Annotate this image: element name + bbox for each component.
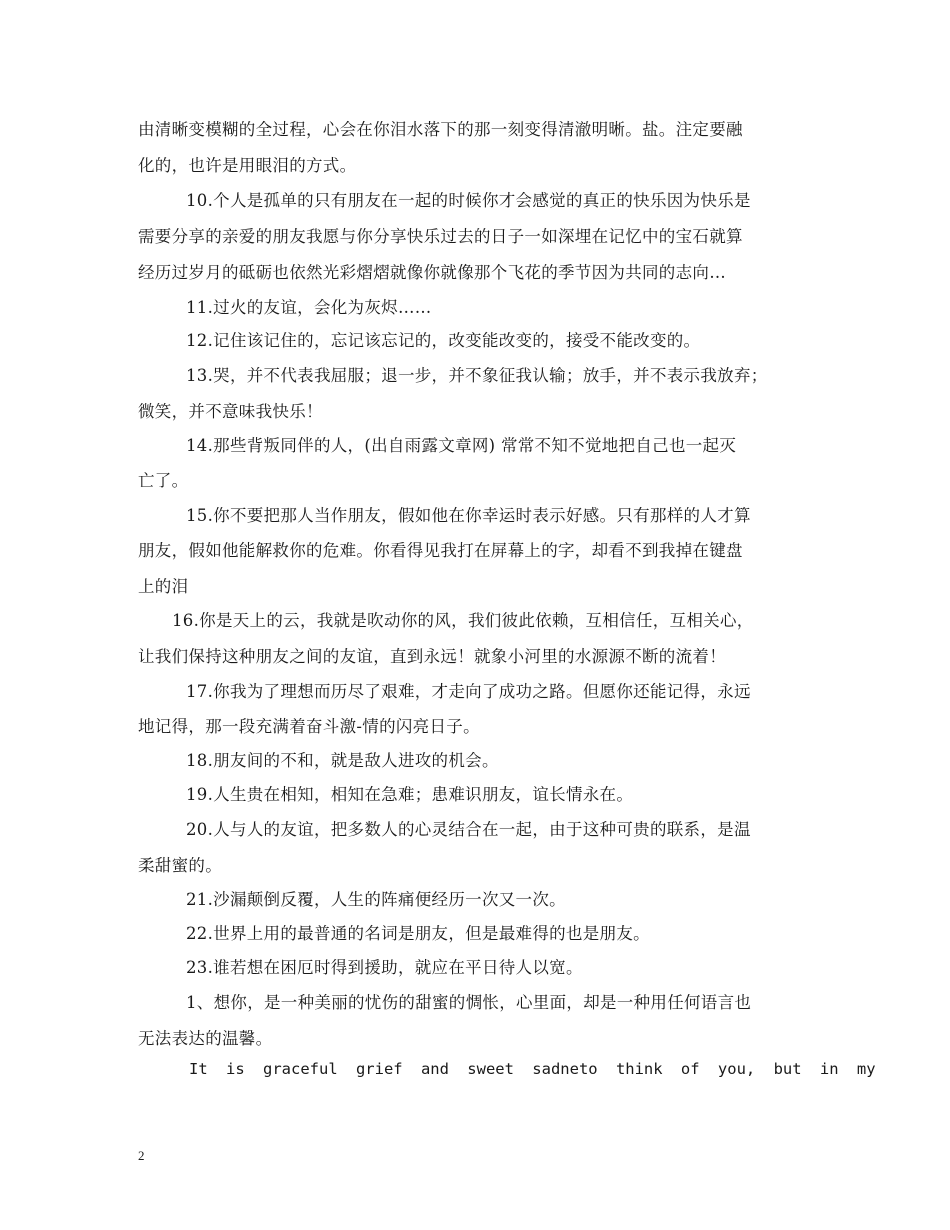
text-line: 化的，也许是用眼泪的方式。 (138, 156, 357, 175)
text-line: 20.人与人的友谊，把多数人的心灵结合在一起，由于这种可贵的联系，是温 (186, 820, 751, 839)
text-line: 14.那些背叛同伴的人，(出自雨露文章网) 常常不知不觉地把自己也一起灭 (186, 436, 737, 455)
english-text-line: It is graceful grief and sweet sadneto think of you, but in my (189, 1060, 876, 1078)
text-line: 21.沙漏颠倒反覆，人生的阵痛便经历一次又一次。 (186, 890, 566, 909)
text-line: 11.过火的友谊，会化为灰烬…… (186, 298, 432, 317)
text-line: 地记得，那一段充满着奋斗激-情的闪亮日子。 (138, 717, 480, 736)
text-line: 23.谁若想在困厄时得到援助，就应在平日待人以宽。 (186, 958, 583, 977)
text-line: 17.你我为了理想而历尽了艰难，才走向了成功之路。但愿你还能记得，永远 (186, 682, 751, 701)
text-line: 微笑，并不意味我快乐！ (138, 402, 323, 421)
page-number: 2 (138, 1148, 145, 1163)
text-line: 让我们保持这种朋友之间的友谊，直到永远！就象小河里的水源源不断的流着！ (138, 647, 726, 666)
text-line: 19.人生贵在相知，相知在急难；患难识朋友，谊长情永在。 (186, 785, 634, 804)
text-line: 16.你是天上的云，我就是吹动你的风，我们彼此依赖，互相信任，互相关心， (172, 611, 754, 630)
text-line: 1、想你，是一种美丽的忧伤的甜蜜的惆怅，心里面，却是一种用任何语言也 (186, 993, 752, 1012)
text-line: 需要分享的亲爱的朋友我愿与你分享快乐过去的日子一如深埋在记忆中的宝石就算 (138, 227, 743, 246)
text-line: 朋友，假如他能解救你的危难。你看得见我打在屏幕上的字，却看不到我掉在键盘 (138, 541, 743, 560)
text-line: 10.个人是孤单的只有朋友在一起的时候你才会感觉的真正的快乐因为快乐是 (186, 191, 751, 210)
text-line: 无法表达的温馨。 (138, 1029, 273, 1048)
text-line: 由清晰变模糊的全过程，心会在你泪水落下的那一刻变得清澈明晰。盐。注定要融 (138, 120, 743, 139)
text-line: 22.世界上用的最普通的名词是朋友，但是最难得的也是朋友。 (186, 924, 650, 943)
text-line: 18.朋友间的不和，就是敌人进攻的机会。 (186, 751, 499, 770)
text-line: 12.记住该记住的，忘记该忘记的，改变能改变的，接受不能改变的。 (186, 331, 701, 350)
text-line: 柔甜蜜的。 (138, 856, 222, 875)
text-line: 上的泪 (138, 577, 189, 596)
text-line: 经历过岁月的砥砺也依然光彩熠熠就像你就像那个飞花的季节因为共同的志向… (138, 263, 726, 282)
text-line: 亡了。 (138, 471, 189, 490)
text-line: 15.你不要把那人当作朋友，假如他在你幸运时表示好感。只有那样的人才算 (186, 506, 751, 525)
text-line: 13.哭，并不代表我屈服；退一步，并不象征我认输；放手，并不表示我放弃； (186, 366, 768, 385)
